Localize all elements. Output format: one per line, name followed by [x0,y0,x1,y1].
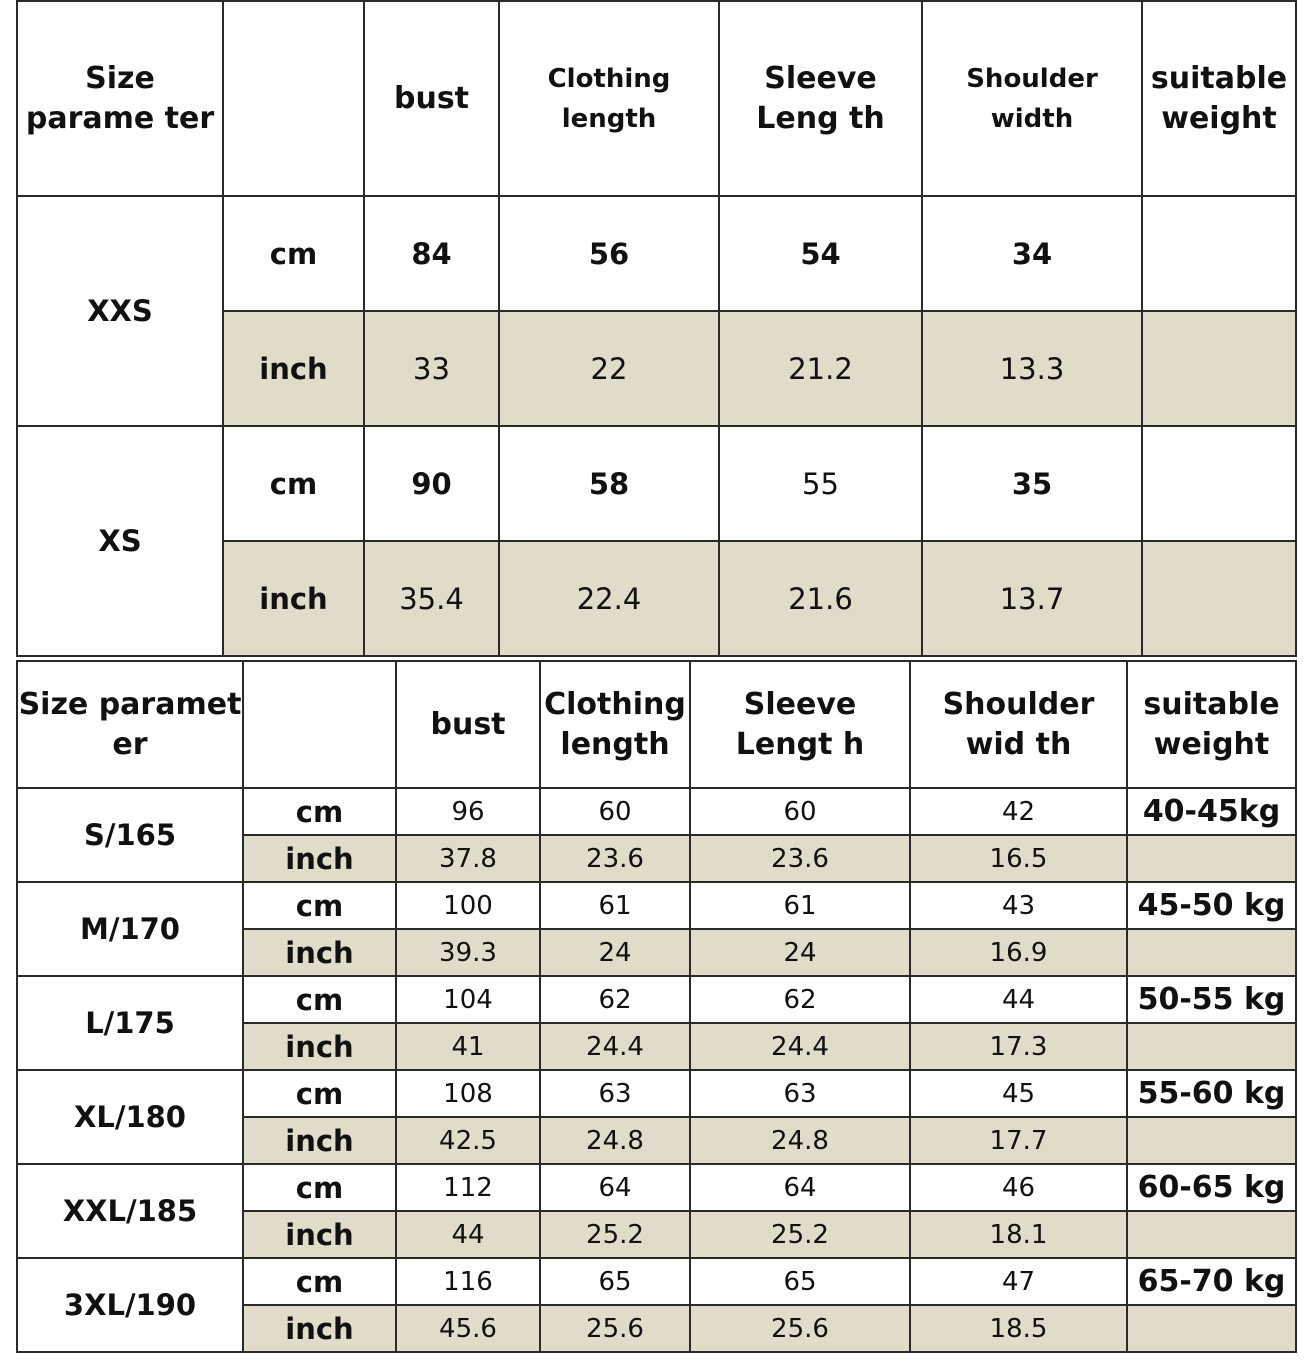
header-size-parameter: Size parame ter [17,1,223,196]
sleeve-length-value: 25.2 [690,1211,910,1258]
header-sleeve-length: Sleeve Leng th [719,1,922,196]
bust-value: 35.4 [364,541,499,656]
sleeve-length-value: 24.8 [690,1117,910,1164]
header-unit [223,1,364,196]
bust-value: 112 [396,1164,540,1211]
shoulder-width-value: 16.5 [910,835,1127,882]
unit-label: inch [243,929,396,976]
weight-value [1127,1117,1296,1164]
shoulder-width-value: 17.3 [910,1023,1127,1070]
shoulder-width-value: 18.1 [910,1211,1127,1258]
unit-label: cm [243,976,396,1023]
table-row [17,196,1296,311]
table-header-row [17,661,1296,788]
sleeve-length-value: 21.6 [719,541,922,656]
unit-label: cm [223,196,364,311]
weight-value: 55-60 kg [1127,1070,1296,1117]
bust-value: 100 [396,882,540,929]
clothing-length-value: 56 [499,196,719,311]
clothing-length-value: 25.6 [540,1305,690,1352]
unit-label: inch [243,1305,396,1352]
table-header-row [17,1,1296,196]
bust-value: 116 [396,1258,540,1305]
header-shoulder-width: Shoulder width [922,1,1142,196]
header-suitable-weight: suitable weight [1127,661,1296,788]
size-label: M/170 [17,882,243,976]
clothing-length-value: 24.8 [540,1117,690,1164]
clothing-length-value: 63 [540,1070,690,1117]
clothing-length-value: 22 [499,311,719,426]
clothing-length-value: 25.2 [540,1211,690,1258]
weight-value [1127,929,1296,976]
table-row [17,788,1296,835]
bust-value: 44 [396,1211,540,1258]
weight-value [1127,1211,1296,1258]
clothing-length-value: 22.4 [499,541,719,656]
unit-label: cm [243,1070,396,1117]
sleeve-length-value: 54 [719,196,922,311]
shoulder-width-value: 47 [910,1258,1127,1305]
clothing-length-value: 60 [540,788,690,835]
unit-label: inch [243,1023,396,1070]
unit-label: cm [223,426,364,541]
sleeve-length-value: 60 [690,788,910,835]
clothing-length-value: 58 [499,426,719,541]
header-shoulder-width: Shoulder wid th [910,661,1127,788]
weight-value: 65-70 kg [1127,1258,1296,1305]
weight-value: 60-65 kg [1127,1164,1296,1211]
sleeve-length-value: 61 [690,882,910,929]
shoulder-width-value: 17.7 [910,1117,1127,1164]
unit-label: inch [243,1211,396,1258]
bust-value: 33 [364,311,499,426]
unit-label: inch [223,311,364,426]
weight-value: 40-45kg [1127,788,1296,835]
sleeve-length-value: 23.6 [690,835,910,882]
sleeve-length-value: 63 [690,1070,910,1117]
header-bust: bust [396,661,540,788]
sleeve-length-value: 55 [719,426,922,541]
unit-label: cm [243,788,396,835]
weight-value [1142,541,1296,656]
clothing-length-value: 23.6 [540,835,690,882]
bust-value: 37.8 [396,835,540,882]
table-row [17,426,1296,541]
bust-value: 42.5 [396,1117,540,1164]
clothing-length-value: 24.4 [540,1023,690,1070]
clothing-length-value: 61 [540,882,690,929]
shoulder-width-value: 13.7 [922,541,1142,656]
shoulder-width-value: 35 [922,426,1142,541]
size-label: L/175 [17,976,243,1070]
table-row [17,976,1296,1023]
unit-label: cm [243,1258,396,1305]
unit-label: cm [243,1164,396,1211]
sleeve-length-value: 25.6 [690,1305,910,1352]
shoulder-width-value: 13.3 [922,311,1142,426]
header-sleeve-length: Sleeve Lengt h [690,661,910,788]
sleeve-length-value: 24 [690,929,910,976]
size-label: XXL/185 [17,1164,243,1258]
sleeve-length-value: 64 [690,1164,910,1211]
shoulder-width-value: 44 [910,976,1127,1023]
size-table-1 [16,0,1297,657]
header-suitable-weight: suitable weight [1142,1,1296,196]
shoulder-width-value: 43 [910,882,1127,929]
header-bust: bust [364,1,499,196]
clothing-length-value: 62 [540,976,690,1023]
bust-value: 45.6 [396,1305,540,1352]
shoulder-width-value: 34 [922,196,1142,311]
size-label: 3XL/190 [17,1258,243,1352]
unit-label: inch [243,835,396,882]
clothing-length-value: 64 [540,1164,690,1211]
unit-label: inch [223,541,364,656]
weight-value [1127,835,1296,882]
shoulder-width-value: 46 [910,1164,1127,1211]
shoulder-width-value: 45 [910,1070,1127,1117]
header-unit [243,661,396,788]
table-row [17,1070,1296,1117]
bust-value: 39.3 [396,929,540,976]
header-size-parameter: Size paramet er [17,661,243,788]
header-clothing-length: Clothing length [499,1,719,196]
bust-value: 96 [396,788,540,835]
weight-value [1127,1023,1296,1070]
table-row [17,1164,1296,1211]
header-clothing-length: Clothing length [540,661,690,788]
size-label: XS [17,426,223,656]
table-row [17,1258,1296,1305]
weight-value: 50-55 kg [1127,976,1296,1023]
weight-value [1142,196,1296,311]
table-row [17,882,1296,929]
size-label: XL/180 [17,1070,243,1164]
shoulder-width-value: 18.5 [910,1305,1127,1352]
unit-label: inch [243,1117,396,1164]
weight-value [1127,1305,1296,1352]
size-label: S/165 [17,788,243,882]
clothing-length-value: 65 [540,1258,690,1305]
size-label: XXS [17,196,223,426]
size-table-2 [16,660,1297,1353]
shoulder-width-value: 16.9 [910,929,1127,976]
bust-value: 104 [396,976,540,1023]
weight-value: 45-50 kg [1127,882,1296,929]
sleeve-length-value: 62 [690,976,910,1023]
sleeve-length-value: 24.4 [690,1023,910,1070]
unit-label: cm [243,882,396,929]
weight-value [1142,426,1296,541]
sleeve-length-value: 21.2 [719,311,922,426]
bust-value: 90 [364,426,499,541]
sleeve-length-value: 65 [690,1258,910,1305]
shoulder-width-value: 42 [910,788,1127,835]
weight-value [1142,311,1296,426]
clothing-length-value: 24 [540,929,690,976]
bust-value: 108 [396,1070,540,1117]
bust-value: 84 [364,196,499,311]
bust-value: 41 [396,1023,540,1070]
